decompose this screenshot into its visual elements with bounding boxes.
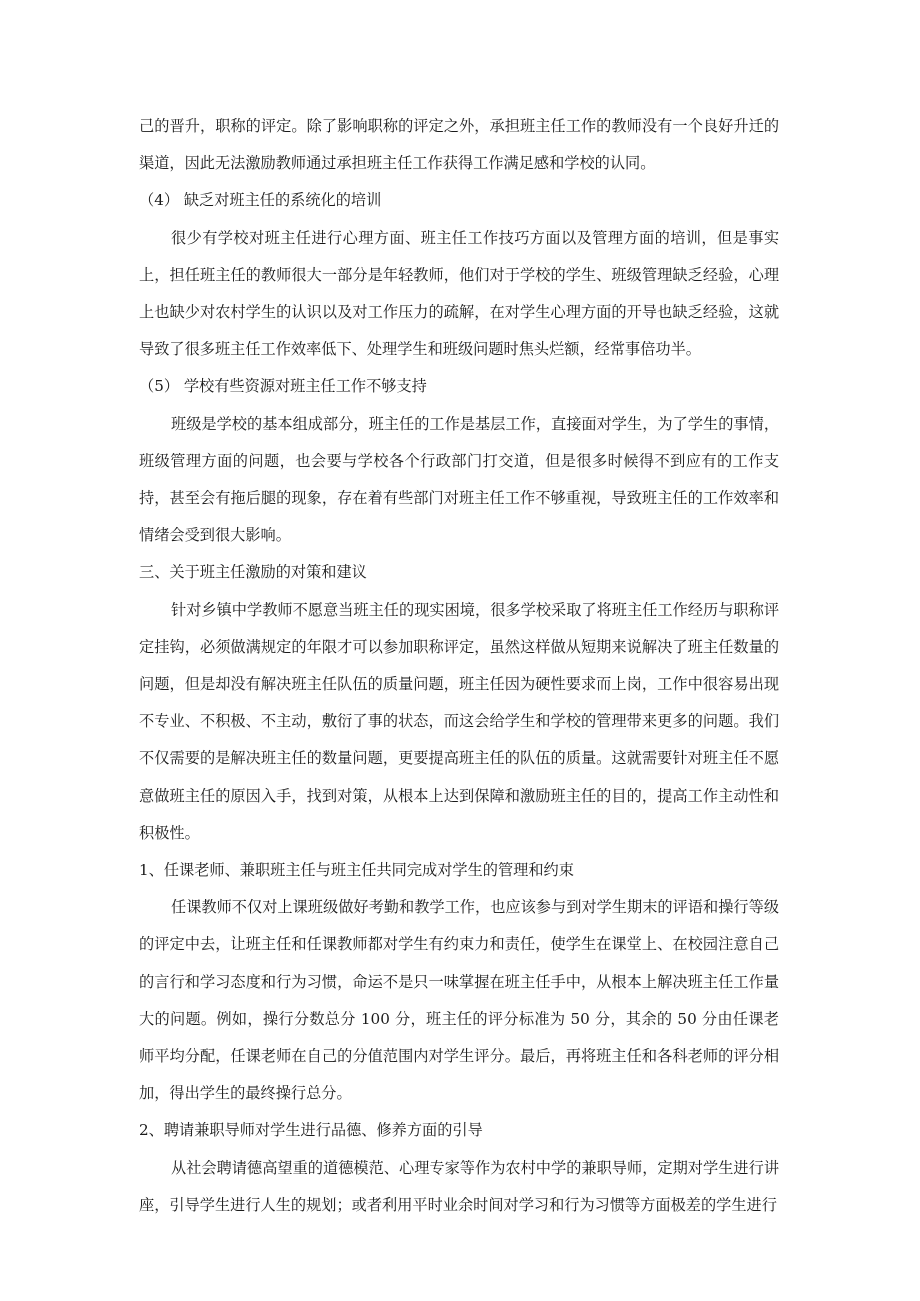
heading-shared-management: 1、任课老师、兼职班主任与班主任共同完成对学生的管理和约束 bbox=[139, 861, 574, 880]
section-heading-countermeasures: 三、关于班主任激励的对策和建议 bbox=[139, 563, 367, 582]
paragraph-shared-management: 任课教师不仅对上课班级做好考勤和教学工作，也应该参与到对学生期末的评语和操行等级的评定中去，让班主任和任课教师都对学生有约束力和责任，使学生在课堂上、在校园注意自己的言行和学习态度和行为习惯，命运不是只一味掌握在班主任手中，从根本上解决班主任工作量大的问题。例如，操行分数总分 100 分，班主任的评分标准为 50 分，其余的 50 分由任课老师平均分配，任课老师在自己的分值范围内对学生评分。最后，再将班主任和各科老师的评分相加，得出学生的最终操行总分。 bbox=[139, 898, 779, 1103]
paragraph-resources: 班级是学校的基本组成部分，班主任的工作是基层工作，直接面对学生，为了学生的事情，班级管理方面的问题，也会要与学校各个行政部门打交道，但是很多时候得不到应有的工作支持，甚至会有拖后腿的现象，存在着有些部门对班主任工作不够重视，导致班主任的工作效率和情绪会受到很大影响。 bbox=[139, 414, 779, 545]
paragraph-part-time-mentors: 从社会聘请德高望重的道德模范、心理专家等作为农村中学的兼职导师，定期对学生进行讲座，引导学生进行人生的规划；或者利用平时业余时间对学习和行为习惯等方面极差的学生进行 bbox=[139, 1158, 779, 1214]
paragraph-training: 很少有学校对班主任进行心理方面、班主任工作技巧方面以及管理方面的培训，但是事实上，担任班主任的教师很大一部分是年轻教师，他们对于学校的学生、班级管理缺乏经验，心理上也缺少对农村学生的认识以及对工作压力的疏解，在对学生心理方面的开导也缺乏经验，这就导致了很多班主任工作效率低下、处理学生和班级问题时焦头烂额，经常事倍功半。 bbox=[139, 228, 779, 359]
document-body bbox=[139, 108, 779, 1224]
heading-part-time-mentors: 2、聘请兼职导师对学生进行品德、修养方面的引导 bbox=[139, 1121, 483, 1140]
subheading-training: （4） 缺乏对班主任的系统化的培训 bbox=[139, 191, 382, 210]
paragraph-career-channel: 己的晋升，职称的评定。除了影响职称的评定之外，承担班主任工作的教师没有一个良好升迁的渠道，因此无法激励教师通过承担班主任工作获得工作满足感和学校的认同。 bbox=[139, 117, 779, 173]
paragraph-countermeasures: 针对乡镇中学教师不愿意当班主任的现实困境，很多学校采取了将班主任工作经历与职称评定挂钩，必须做满规定的年限才可以参加职称评定，虽然这样做从短期来说解决了班主任数量的问题，但是却没有解决班主任队伍的质量问题，班主任因为硬性要求而上岗，工作中很容易出现不专业、不积极、不主动，敷衍了事的状态，而这会给学生和学校的管理带来更多的问题。我们不仅需要的是解决班主任的数量问题，更要提高班主任的队伍的质量。这就需要针对班主任不愿意做班主任的原因入手，找到对策，从根本上达到保障和激励班主任的目的，提高工作主动性和积极性。 bbox=[139, 600, 779, 842]
subheading-resources: （5） 学校有些资源对班主任工作不够支持 bbox=[139, 377, 427, 396]
